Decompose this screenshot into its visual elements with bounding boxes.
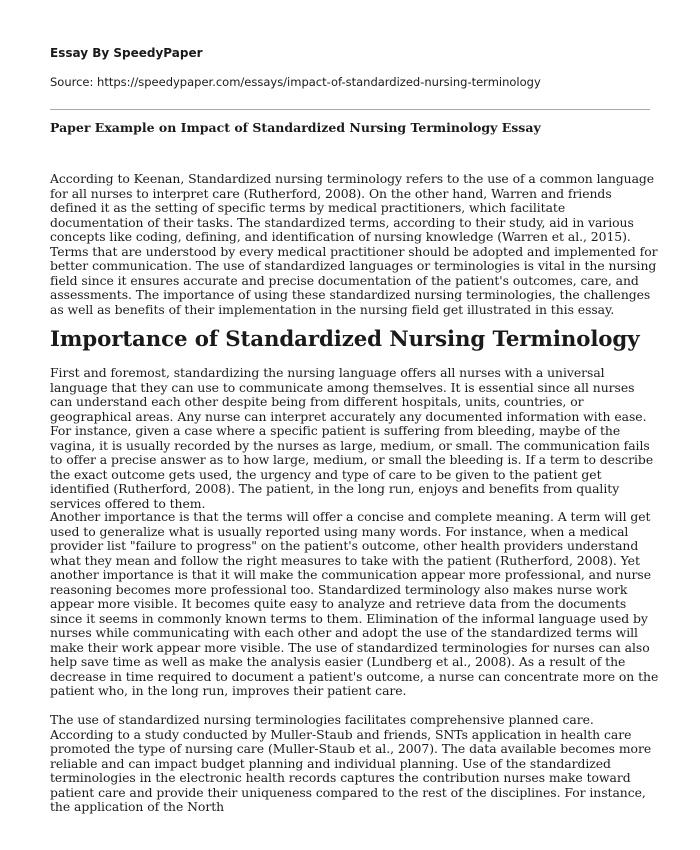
source-url: Source: https://speedypaper.com/essays/impact-of-standardized-nursing-terminology: [50, 75, 541, 89]
body-paragraph-1: First and foremost, standardizing the nursing language offers all nurses with a universal language that they can use to communicate among themselves. It is essential since all nurses can understand each other despite being from different hospitals, units, countries, or geographical areas. Any nurse can interpret accurately any documented information with ease. For instance, given a case where a specific patient is suffering from bleeding, maybe of the vagina, it is usually recorded by the nurses as large, medium, or small. The communication fails to offer a precise answer as to how large, medium, or small the bleeding is. If a term to describe the exact outcome gets used, the urgency and type of care to be given to the patient get identified (Rutherford, 2008). The patient, in the long run, enjoys and benefits from quality services offered to them.: [50, 365, 654, 511]
body-paragraph-3: The use of standardized nursing terminologies facilitates comprehensive planned care. According to a study conducted by Muller-Staub and friends, SNTs application in health care promoted the type of nursing care (Muller-Staub et al., 2007). The data available becomes more reliable and can impact budget planning and individual planning. Use of the standardized terminologies in the electronic health records captures the contribution nurses make toward patient care and provide their uniqueness compared to the rest of the disciplines. For instance, the application of the North: [50, 712, 652, 814]
header-divider: [50, 109, 650, 110]
intro-paragraph: According to Keenan, Standardized nursing terminology refers to the use of a common language for all nurses to interpret care (Rutherford, 2008). On the other hand, Warren and friends defined it as the setting of specific terms by medical practitioners, which facilitate documentation of their tasks. The standardized terms, according to their study, aid in various concepts like coding, defining, and identification of nursing knowledge (Warren et al., 2015). Terms that are understood by every medical practitioner should be adopted and implemented for better communication. The use of standardized languages or terminologies is vital in the nursing field since it ensures accurate and precise documentation of the patient's outcomes, care, and assessments. The importance of using these standardized nursing terminologies, the challenges as well as benefits of their implementation in the nursing field get illustrated in this essay.: [50, 171, 658, 317]
paper-title: Paper Example on Impact of Standardized Nursing Terminology Essay: [50, 120, 541, 135]
publisher-brand: Essay By SpeedyPaper: [50, 46, 203, 60]
body-paragraph-2: Another importance is that the terms will offer a concise and complete meaning. A term will get used to generalize what is usually reported using many words. For instance, when a medical provider list "failure to progress" on the patient's outcome, other health providers understand what they mean and follow the right measures to take with the patient (Rutherford, 2008). Yet another importance is that it will make the communication appear more professional, and nurse reasoning becomes more professional too. Standardized terminology also makes nurse work appear more visible. It becomes quite easy to analyze and retrieve data from the documents since it seems in commonly known terms to them. Elimination of the informal language used by nurses while communicating with each other and adopt the use of the standardized terms will make their work appear more visible. The use of standardized terminologies for nurses can also help save time as well as make the analysis easier (Lundberg et al., 2008). As a result of the decrease in time required to document a patient's outcome, a nurse can concentrate more on the patient who, in the long run, improves their patient care.: [50, 509, 659, 698]
section-heading: Importance of Standardized Nursing Terminology: [50, 327, 640, 352]
